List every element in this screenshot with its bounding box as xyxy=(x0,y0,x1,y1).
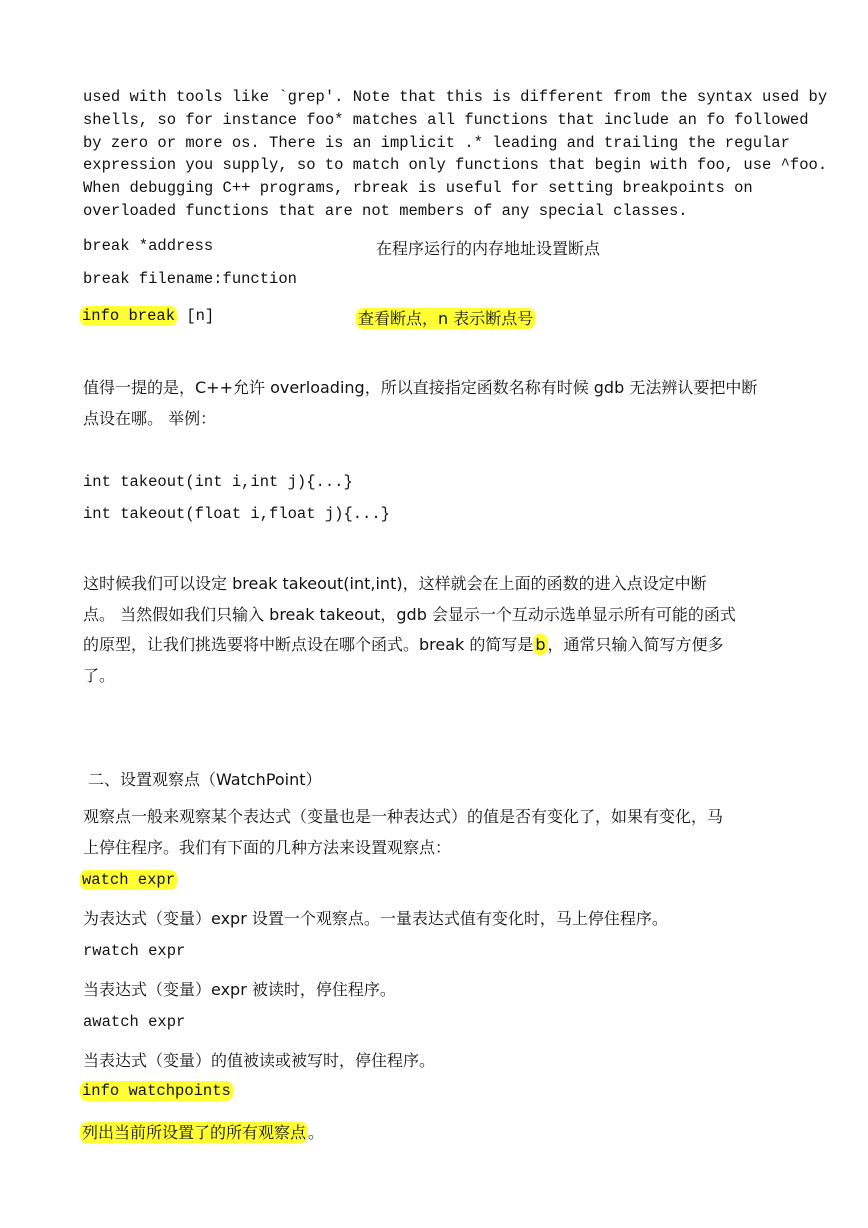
intro-line: overloaded functions that are not members of any special classes. xyxy=(83,201,688,220)
break-address-desc: 在程序运行的内存地址设置断点 xyxy=(376,239,601,258)
intro-line: shells, so for instance foo* matches all functions that include an fo followed xyxy=(83,110,809,129)
intro-paragraph xyxy=(83,86,828,223)
intro-line: When debugging C++ programs, rbreak is useful for setting breakpoints on xyxy=(83,179,753,198)
intro-line: by zero or more os. There is an implicit .* leading and trailing the regular xyxy=(83,133,790,152)
break-para-line: 了。 xyxy=(83,665,116,685)
watch-command xyxy=(80,871,177,889)
watch-desc: 为表达式（变量）expr 设置一个观察点。一量表达式值有变化时，马上停住程序。 xyxy=(83,909,668,928)
info-break-command xyxy=(80,307,214,325)
break-para-text: ，通常只输入简写方便多 xyxy=(547,635,724,654)
watchpoint-intro xyxy=(83,802,788,863)
awatch-desc: 当表达式（变量）的值被读或被写时，停住程序。 xyxy=(83,1051,436,1070)
overloading-line: 值得一提的是，C++允许 overloading，所以直接指定函数名称有时候 gdb 无法辨认要把中断 xyxy=(83,378,758,397)
awatch-command: awatch expr xyxy=(83,1013,186,1031)
break-para-line xyxy=(83,630,788,661)
watchpoint-intro-line: 上停住程序。我们有下面的几种方法来设置观察点： xyxy=(83,837,452,857)
break-para-text: 的原型，让我们挑选要将中断点设在哪个函式。break 的简写是 xyxy=(83,635,534,654)
rwatch-desc: 当表达式（变量）expr 被读时，停住程序。 xyxy=(83,980,396,999)
rwatch-command: rwatch expr xyxy=(83,942,186,960)
code-line: int takeout(int i,int j){...} xyxy=(83,473,353,491)
break-para-line: 这时候我们可以设定 break takeout(int,int)，这样就会在上面的函数的进入点设定中断 xyxy=(83,574,707,593)
info-watchpoints-highlight: info watchpoints xyxy=(82,1082,231,1100)
info-break-desc xyxy=(356,306,535,329)
info-break-desc-highlight: 查看断点，n 表示断点号 xyxy=(358,309,534,328)
info-break-highlight: info break xyxy=(82,307,176,325)
watch-command-highlight: watch expr xyxy=(82,871,176,889)
overloading-line: 点设在哪。 举例： xyxy=(83,408,217,428)
break-address-command: break *address xyxy=(83,237,214,255)
break-para-line: 点。 当然假如我们只输入 break takeout，gdb 会显示一个互动示选单显示所有可能的函式 xyxy=(83,604,736,624)
watchpoint-intro-line: 观察点一般来观察某个表达式（变量也是一种表达式）的值是否有变化了，如果有变化，马 xyxy=(83,807,724,826)
info-break-arg: [n] xyxy=(177,307,215,325)
info-watchpoints-desc-highlight: 列出当前所设置了的所有观察点 xyxy=(82,1123,307,1142)
break-paragraph xyxy=(83,569,788,691)
break-filename-command: break filename:function xyxy=(83,270,297,288)
info-watchpoints-command xyxy=(80,1082,233,1100)
code-line: int takeout(float i,float j){...} xyxy=(83,505,390,523)
overloading-paragraph xyxy=(83,373,788,434)
info-watchpoints-desc xyxy=(80,1120,324,1143)
intro-line: used with tools like `grep'. Note that this is different from the syntax used by xyxy=(83,88,828,106)
section-heading: 二、设置观察点（WatchPoint） xyxy=(88,770,322,789)
info-watchpoints-desc-tail: 。 xyxy=(308,1123,325,1142)
b-shortcut-highlight: b xyxy=(535,635,546,654)
intro-line: expression you supply, so to match only functions that begin with foo, use ^foo. xyxy=(83,156,828,175)
